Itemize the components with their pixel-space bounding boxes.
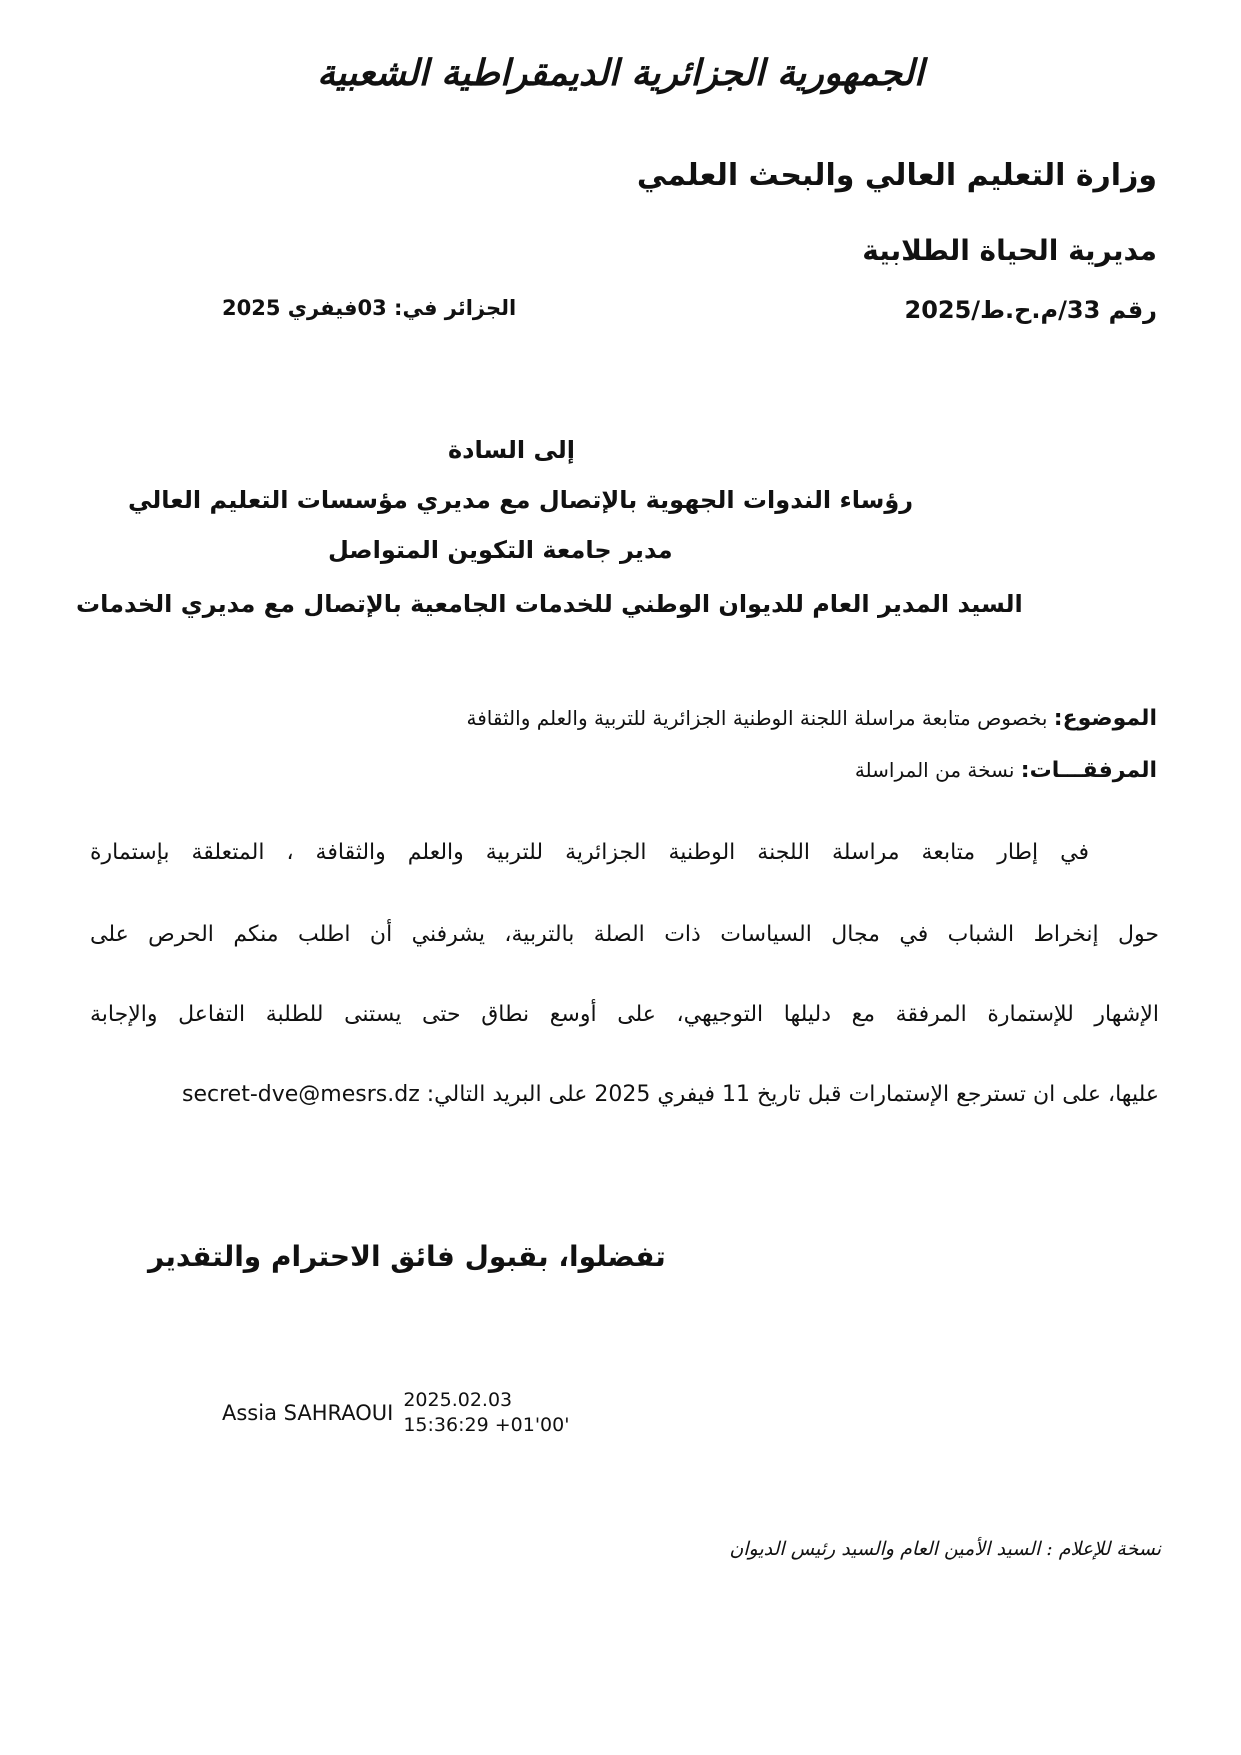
copy-notice: نسخة للإعلام : السيد الأمين العام والسيد رئيس الديوان [729, 1538, 1161, 1560]
recipients-heading: إلى السادة [448, 436, 576, 464]
signer-name: Assia SAHRAOUI [222, 1401, 394, 1425]
recipient-line: مدير جامعة التكوين المتواصل [328, 536, 673, 564]
signature-timestamp [403, 1388, 569, 1438]
body-text: عليها، على ان تسترجع الإستمارات قبل تاريخ 11 فيفري 2025 على البريد التالي: [426, 1082, 1159, 1107]
ministry-name: وزارة التعليم العالي والبحث العلمي [636, 158, 1157, 193]
body-text: في إطار متابعة مراسلة اللجنة الوطنية الجزائرية للتربية والعلم والثقافة ، المتعلقة بإستمارة [90, 840, 1089, 865]
republic-heading: الجمهورية الجزائرية الديمقراطية الشعبية [317, 52, 924, 94]
body-paragraph-line [90, 840, 1159, 865]
digital-signature [222, 1388, 569, 1438]
recipient-line: رؤساء الندوات الجهوية بالإتصال مع مديري مؤسسات التعليم العالي [128, 486, 914, 514]
closing-formula: تفضلوا، بقبول فائق الاحترام والتقدير [148, 1240, 666, 1273]
subject-line [467, 706, 1157, 731]
directorate-name: مديرية الحياة الطلابية [862, 234, 1157, 267]
recipient-line: السيد المدير العام للديوان الوطني للخدمات الجامعية بالإتصال مع مديري الخدمات [76, 590, 1023, 618]
reference-number: رقم 33/م.ح.ط/2025 [904, 296, 1157, 324]
signature-time: 15:36:29 +01'00' [403, 1414, 570, 1436]
letter-date: الجزائر في: 03فيفري 2025 [222, 296, 517, 320]
attachments-line [855, 758, 1157, 783]
subject-label: الموضوع: [1053, 706, 1157, 731]
subject-text: بخصوص متابعة مراسلة اللجنة الوطنية الجزائرية للتربية والعلم والثقافة [466, 706, 1048, 730]
signature-date: 2025.02.03 [403, 1389, 513, 1411]
email-address[interactable]: secret-dve@mesrs.dz [182, 1082, 420, 1107]
body-paragraph-line: حول إنخراط الشباب في مجال السياسات ذات الصلة بالتربية، يشرفني أن اطلب منكم الحرص على [90, 922, 1159, 947]
attachments-text: نسخة من المراسلة [854, 758, 1015, 782]
attachments-label: المرفقـــات: [1020, 758, 1157, 783]
body-paragraph-line [182, 1082, 1159, 1107]
body-paragraph-line: الإشهار للإستمارة المرفقة مع دليلها التوجيهي، على أوسع نطاق حتى يستنى للطلبة التفاعل والإجابة [90, 1002, 1159, 1027]
